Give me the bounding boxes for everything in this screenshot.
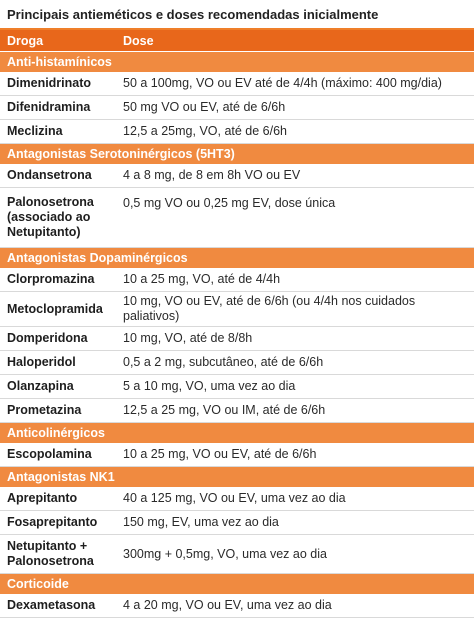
- section-title: Anti-histamínicos: [0, 52, 474, 73]
- drug-dose: 4 a 8 mg, de 8 em 8h VO ou EV: [115, 164, 474, 188]
- header-drug: Droga: [0, 30, 115, 52]
- drug-name: Domperidona: [0, 327, 115, 351]
- antiemetics-table: [0, 30, 474, 618]
- drug-name: Fosaprepitanto: [0, 511, 115, 535]
- drug-dose: 0,5 a 2 mg, subcutâneo, até de 6/6h: [115, 351, 474, 375]
- drug-name: Meclizina: [0, 120, 115, 144]
- table-row: [0, 399, 474, 423]
- section-row: [0, 467, 474, 488]
- drug-dose: 10 mg, VO, até de 8/8h: [115, 327, 474, 351]
- section-title: Corticoide: [0, 574, 474, 595]
- drug-dose: 4 a 20 mg, VO ou EV, uma vez ao dia: [115, 594, 474, 618]
- table-title: Principais antieméticos e doses recomendadas inicialmente: [0, 0, 474, 30]
- drug-name: Aprepitanto: [0, 487, 115, 511]
- drug-name: Olanzapina: [0, 375, 115, 399]
- section-row: [0, 52, 474, 73]
- drug-name: Metoclopramida: [0, 292, 115, 327]
- table-row: [0, 535, 474, 574]
- drug-name: Prometazina: [0, 399, 115, 423]
- drug-name: Ondansetrona: [0, 164, 115, 188]
- table-row: [0, 327, 474, 351]
- table-row: [0, 511, 474, 535]
- section-title: Antagonistas Serotoninérgicos (5HT3): [0, 144, 474, 165]
- table-row: [0, 443, 474, 467]
- drug-dose: 10 a 25 mg, VO ou EV, até de 6/6h: [115, 443, 474, 467]
- table-row: [0, 375, 474, 399]
- table-row: [0, 72, 474, 96]
- section-title: Antagonistas Dopaminérgicos: [0, 248, 474, 269]
- section-row: [0, 423, 474, 444]
- table-row: [0, 120, 474, 144]
- drug-dose: 150 mg, EV, uma vez ao dia: [115, 511, 474, 535]
- drug-name: Difenidramina: [0, 96, 115, 120]
- drug-dose: 12,5 a 25mg, VO, até de 6/6h: [115, 120, 474, 144]
- header-dose: Dose: [115, 30, 474, 52]
- drug-dose: 50 a 100mg, VO ou EV até de 4/4h (máximo: 400 mg/dia): [115, 72, 474, 96]
- table-row: [0, 351, 474, 375]
- drug-dose: 5 a 10 mg, VO, uma vez ao dia: [115, 375, 474, 399]
- table-row: [0, 268, 474, 292]
- drug-dose: 40 a 125 mg, VO ou EV, uma vez ao dia: [115, 487, 474, 511]
- drug-dose: 12,5 a 25 mg, VO ou IM, até de 6/6h: [115, 399, 474, 423]
- section-title: Anticolinérgicos: [0, 423, 474, 444]
- drug-name: Escopolamina: [0, 443, 115, 467]
- table-row: [0, 96, 474, 120]
- table-row: [0, 594, 474, 618]
- drug-dose: 50 mg VO ou EV, até de 6/6h: [115, 96, 474, 120]
- drug-name: Haloperidol: [0, 351, 115, 375]
- drug-name: Dimenidrinato: [0, 72, 115, 96]
- drug-name: Netupitanto + Palonosetrona: [0, 535, 115, 574]
- table-row: [0, 164, 474, 188]
- section-row: [0, 144, 474, 165]
- drug-name: Palonosetrona (associado ao Netupitanto): [0, 188, 115, 248]
- drug-dose: 0,5 mg VO ou 0,25 mg EV, dose única: [115, 188, 474, 248]
- section-row: [0, 574, 474, 595]
- table-row: [0, 188, 474, 248]
- table-row: [0, 487, 474, 511]
- drug-dose: 10 a 25 mg, VO, até de 4/4h: [115, 268, 474, 292]
- drug-dose: 10 mg, VO ou EV, até de 6/6h (ou 4/4h nos cuidados paliativos): [115, 292, 474, 327]
- header-row: [0, 30, 474, 52]
- section-row: [0, 248, 474, 269]
- drug-name: Dexametasona: [0, 594, 115, 618]
- drug-name: Clorpromazina: [0, 268, 115, 292]
- table-row: [0, 292, 474, 327]
- drug-dose: 300mg + 0,5mg, VO, uma vez ao dia: [115, 535, 474, 574]
- section-title: Antagonistas NK1: [0, 467, 474, 488]
